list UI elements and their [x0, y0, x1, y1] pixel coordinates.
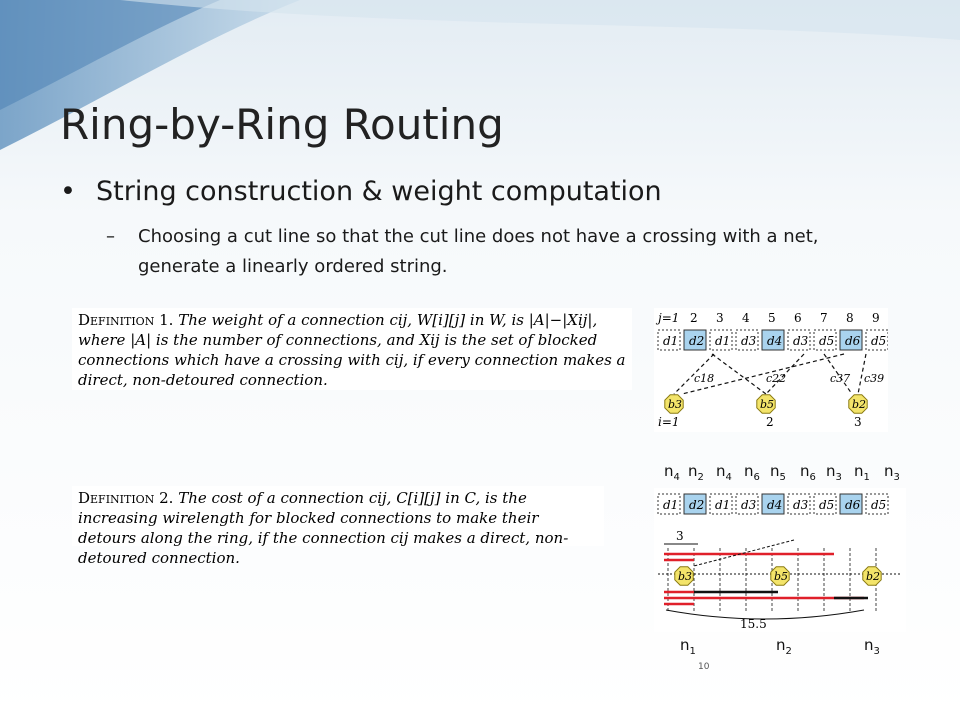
string-cell-label: d1 [663, 498, 679, 512]
string-cell-label: d3 [741, 334, 757, 348]
bullet-main-text: String construction & weight computation [96, 176, 662, 207]
string-cell-label: d5 [871, 498, 887, 512]
net-label: $n_1$ [680, 636, 696, 657]
connection-label-c22: c22 [766, 372, 787, 385]
definition-1-text: The weight of a connection cij, W[i][j] in W, is |A|−|Xij|, where |A| is the number of connections, and Xij is the set of blocked connections which have a crossing with cij, if every connection makes a direct, non-detoured connection. [78, 311, 626, 389]
j-value: 3 [716, 311, 724, 325]
pin-label: b5 [774, 570, 789, 583]
string-cell-label: d1 [715, 334, 731, 348]
connection-label-c37: c37 [830, 372, 851, 385]
net-label: $n_4$ [664, 462, 680, 483]
string-cell-label: d6 [845, 334, 861, 348]
net-label: $n_6$ [744, 462, 760, 483]
string-cell-label: d1 [715, 498, 731, 512]
net-label: $n_3$ [864, 636, 880, 657]
definition-2-image [72, 486, 604, 567]
string-cell-label: d3 [793, 498, 809, 512]
net-labels-bottom [680, 636, 890, 658]
bullet-dot: • [60, 176, 76, 207]
string-cell-label: d4 [767, 334, 783, 348]
string-cell-label: d2 [689, 334, 705, 348]
net-label: $n_4$ [716, 462, 732, 483]
j-value: 4 [742, 311, 750, 325]
pin-label: b2 [866, 570, 881, 583]
pin-label: b2 [852, 398, 867, 411]
slide-title: Ring-by-Ring Routing [60, 100, 504, 149]
definition-2-text: The cost of a connection cij, C[i][j] in C, is the increasing wirelength for blocked connections to make their detours along the ring, if the connection cij makes a direct, non-detoured connection. [78, 489, 569, 567]
connection-weight-figure [654, 308, 888, 432]
j-value: 5 [768, 311, 776, 325]
j-value: 7 [820, 311, 828, 325]
bullet-dash: – [106, 226, 115, 247]
definition-1-image [72, 308, 632, 390]
net-labels-top [664, 462, 904, 484]
pin-label: b3 [678, 570, 693, 583]
string-cell-label: d5 [871, 334, 887, 348]
j-label: j=1 [658, 311, 680, 325]
string-cell-label: d4 [767, 498, 783, 512]
string-cell-label: d6 [845, 498, 861, 512]
string-cell-label: d5 [819, 498, 835, 512]
definition-2-label: Definition 2. [78, 489, 174, 507]
definition-1-label: Definition 1. [78, 311, 174, 329]
net-label: $n_2$ [688, 462, 704, 483]
string-cell-label: d5 [819, 334, 835, 348]
string-cell-label: d3 [741, 498, 757, 512]
i-label: i=1 [658, 415, 680, 429]
net-label: $n_3$ [826, 462, 842, 483]
dimension-3-label: 3 [676, 529, 684, 543]
net-label: $n_5$ [770, 462, 786, 483]
j-value: 8 [846, 311, 854, 325]
dimension-15-5-label: 15.5 [740, 617, 767, 631]
string-cell-label: d1 [663, 334, 679, 348]
bullet-sub-text: Choosing a cut line so that the cut line does not have a crossing with a net, generate a linearly ordered string. [138, 226, 819, 277]
string-cell-label: d3 [793, 334, 809, 348]
i-value-2: 2 [766, 415, 774, 429]
i-value-3: 3 [854, 415, 862, 429]
connection-label-c18: c18 [694, 372, 715, 385]
pin-label: b5 [760, 398, 775, 411]
pin-label: b3 [668, 398, 683, 411]
net-label: $n_3$ [884, 462, 900, 483]
connection-label-c39: c39 [864, 372, 885, 385]
j-value: 9 [872, 311, 880, 325]
net-label: $n_6$ [800, 462, 816, 483]
j-value: 6 [794, 311, 802, 325]
detour-cost-figure [654, 488, 906, 632]
net-label: $n_2$ [776, 636, 792, 657]
net-label: $n_1$ [854, 462, 870, 483]
string-cell-label: d2 [689, 498, 705, 512]
page-number: 10 [698, 662, 710, 672]
j-value: 2 [690, 311, 698, 325]
